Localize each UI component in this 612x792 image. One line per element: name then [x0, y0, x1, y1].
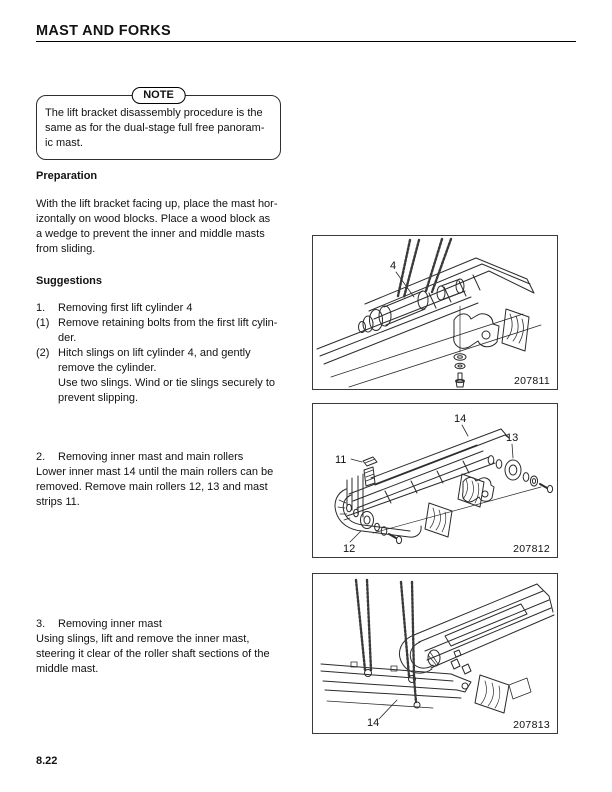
list-item-1-2	[36, 346, 298, 406]
mast-rollers-illustration	[313, 404, 556, 556]
list-text: Removing inner mast	[58, 618, 162, 630]
text-line: middle mast.	[36, 663, 99, 675]
page-title: MAST AND FORKS	[36, 23, 171, 39]
figure-callout-12: 12	[343, 543, 356, 555]
list-text: Removing inner mast and main rollers	[58, 451, 244, 463]
text-line: izontally on wood blocks. Place a wood block as	[36, 213, 271, 225]
text-line: ic mast.	[45, 137, 83, 149]
suggestions-heading: Suggestions	[36, 275, 103, 287]
list-item-1-1	[36, 316, 298, 346]
text-line: removed. Remove main rollers 12, 13 and mast	[36, 481, 268, 493]
note-label: NOTE	[131, 87, 186, 104]
list-number: (1)	[36, 317, 50, 329]
suggestions-list	[36, 301, 298, 406]
step-2	[36, 450, 298, 510]
text-line: With the lift bracket facing up, place the mast hor-	[36, 198, 278, 210]
text-line: prevent slipping.	[58, 392, 139, 404]
text-line: Use two slings. Wind or tie slings securely to	[58, 377, 276, 389]
figure-207812	[312, 403, 558, 558]
figure-callout-14: 14	[367, 717, 380, 729]
text-line: Lower inner mast 14 until the main rollers can be	[36, 466, 274, 478]
list-number: 1.	[36, 302, 46, 314]
mast-cylinder-illustration	[313, 236, 556, 388]
text-line: Remove retaining bolts from the first lift cylin-	[58, 317, 278, 329]
text-line: from sliding.	[36, 243, 96, 255]
list-text	[58, 316, 298, 346]
figure-code: 207812	[513, 543, 550, 555]
figure-207813	[312, 573, 558, 734]
text-line: Hitch slings on lift cylinder 4, and gently	[58, 347, 251, 359]
list-text: Removing first lift cylinder 4	[58, 302, 193, 314]
text-line: strips 11.	[36, 496, 80, 508]
text-line: a wedge to prevent the inner and middle masts	[36, 228, 265, 240]
inner-mast-removal-illustration	[313, 574, 556, 732]
text-line: The lift bracket disassembly procedure is the	[45, 107, 263, 119]
list-text	[58, 346, 298, 406]
list-number: 3.	[36, 618, 46, 630]
figure-code: 207813	[513, 719, 550, 731]
header-rule	[36, 41, 576, 42]
step-2-body	[36, 465, 298, 510]
text-line: same as for the dual-stage full free panoram-	[45, 122, 265, 134]
figure-callout-4: 4	[390, 260, 397, 272]
preparation-body	[36, 197, 298, 257]
text-line: Using slings, lift and remove the inner mast,	[36, 633, 250, 645]
figure-callout-14: 14	[454, 413, 467, 425]
step-3	[36, 617, 298, 677]
note-box	[36, 89, 281, 160]
page-number: 8.22	[36, 755, 58, 767]
text-line: remove the cylinder.	[58, 362, 157, 374]
step-2-heading	[36, 450, 298, 465]
preparation-heading: Preparation	[36, 170, 98, 182]
figure-callout-13: 13	[506, 432, 519, 444]
list-item-1	[36, 301, 298, 316]
step-3-body	[36, 632, 298, 677]
list-number: (2)	[36, 347, 50, 359]
text-line: der.	[58, 332, 77, 344]
figure-code: 207811	[513, 375, 550, 387]
step-3-heading	[36, 617, 298, 632]
text-line: steering it clear of the roller shaft sections of the	[36, 648, 270, 660]
figure-207811	[312, 235, 558, 390]
list-number: 2.	[36, 451, 46, 463]
figure-callout-11: 11	[335, 454, 347, 466]
note-text	[37, 96, 280, 151]
